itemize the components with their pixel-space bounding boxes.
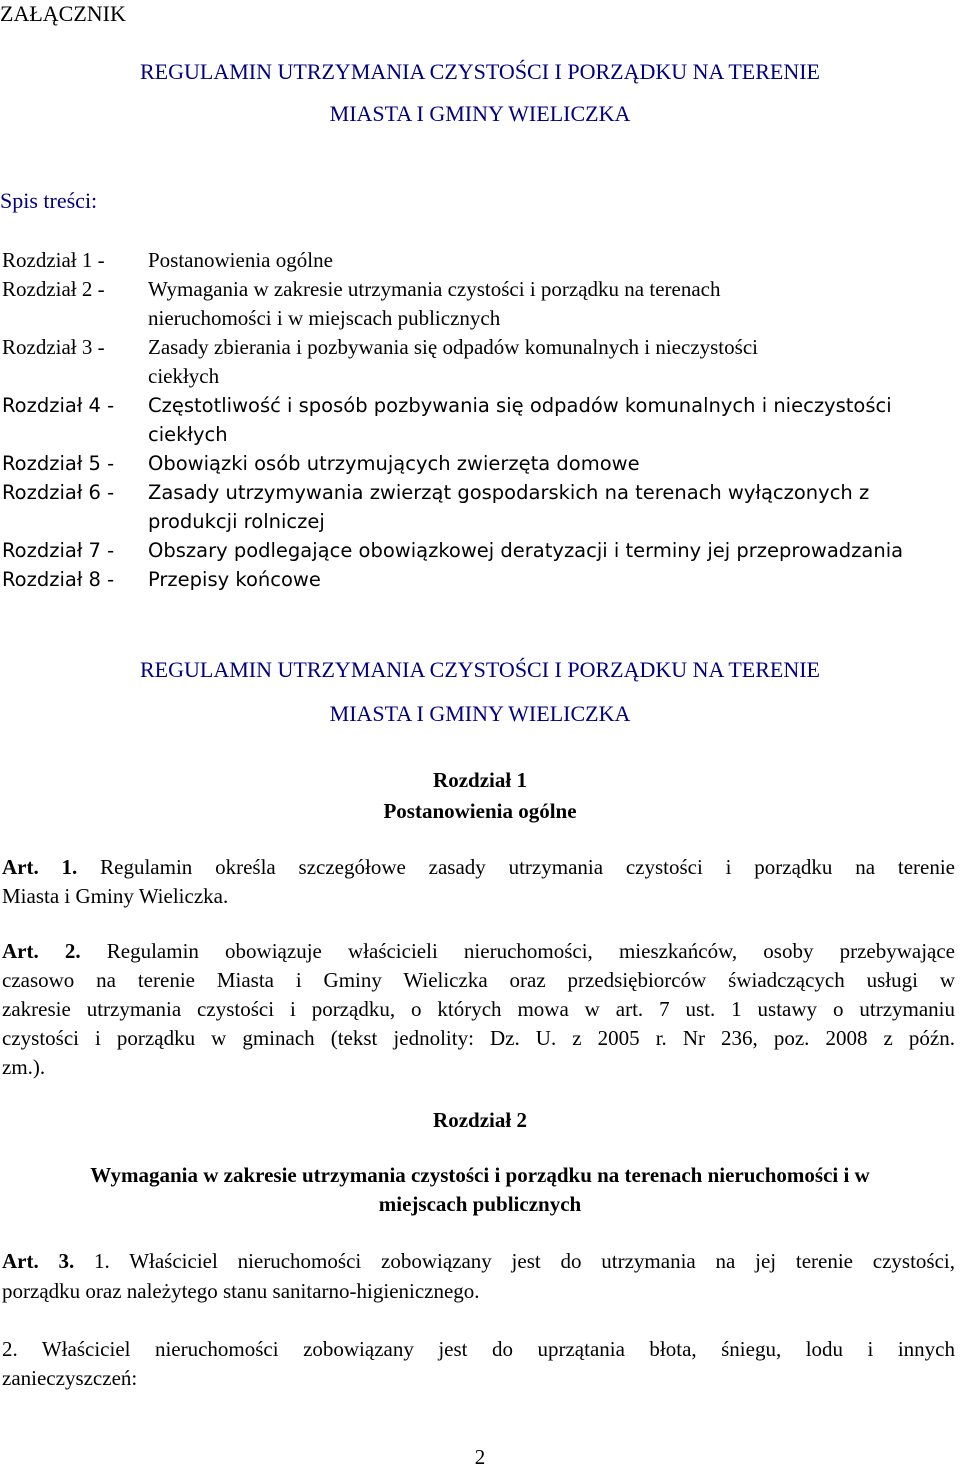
article-1-line2: Miasta i Gminy Wieliczka. [2,884,229,908]
article-2-line1: Art. 2. Regulamin obowiązuje właścicieli nieruchomości, mieszkańców, osoby przebywające [2,939,955,963]
page-number: 2 [474,1445,486,1469]
toc-entry-continued: produkcji rolniczej [148,510,325,533]
toc-label: Rozdział 6 - [2,481,115,504]
regulation-title-line1: REGULAMIN UTRZYMANIA CZYSTOŚCI I PORZĄDKU NA TERENIE [140,657,820,682]
toc-entry: Częstotliwość i sposób pozbywania się odpadów komunalnych i nieczystości [148,394,892,417]
toc-label: Rozdział 4 - [2,394,115,417]
article-3-label: Art. 3. [2,1249,75,1273]
chapter-1-title: Postanowienia ogólne [383,799,577,823]
article-1-label: Art. 1. [2,855,78,879]
article-1-line1: Art. 1. Regulamin określa szczegółowe zasady utrzymania czystości i porządku na terenie [2,855,956,879]
toc-entry: Zasady utrzymywania zwierząt gospodarskich na terenach wyłączonych z [148,481,870,504]
toc-label: Rozdział 7 - [2,539,115,562]
toc-entry-continued: nieruchomości i w miejscach publicznych [148,306,501,330]
article-3-para1-line1: Art. 3. 1. Właściciel nieruchomości zobowiązany jest do utrzymania na jej terenie czystości, [2,1249,956,1273]
attachment-label: ZAŁĄCZNIK [0,1,126,26]
toc-label: Rozdział 8 - [2,568,115,591]
chapter-2-title-line2: miejscach publicznych [378,1192,582,1216]
toc-heading: Spis treści: [0,188,98,213]
toc-entry-continued: ciekłych [148,364,220,388]
article-2-line2: czasowo na terenie Miasta i Gminy Wieliczka oraz przedsiębiorców świadczących usługi w [2,968,955,992]
toc-entry: Wymagania w zakresie utrzymania czystości i porządku na terenach [148,277,721,301]
toc-entry: Zasady zbierania i pozbywania się odpadów komunalnych i nieczystości [148,335,758,359]
article-3-para2-line1: 2. Właściciel nieruchomości zobowiązany jest do uprzątania błota, śniegu, lodu i innych [2,1337,955,1361]
article-3-para1-line2: porządku oraz należytego stanu sanitarno-higienicznego. [2,1279,480,1303]
article-2-line3: zakresie utrzymania czystości i porządku, o których mowa w art. 7 ust. 1 ustawy o utrzymaniu [2,997,955,1021]
toc-entry: Przepisy końcowe [148,568,321,591]
regulation-title-line2: MIASTA I GMINY WIELICZKA [329,701,631,726]
toc-label: Rozdział 1 - [2,248,105,272]
toc-entry: Obowiązki osób utrzymujących zwierzęta domowe [148,452,640,475]
toc-entry: Obszary podlegające obowiązkowej deratyzacji i terminy jej przeprowadzania [148,539,904,562]
toc-entry: Postanowienia ogólne [148,248,333,272]
toc-label: Rozdział 2 - [2,277,105,301]
article-2-line5: zm.). [2,1055,46,1079]
article-3-para2-line2: zanieczyszczeń: [2,1366,138,1390]
document-title-line1: REGULAMIN UTRZYMANIA CZYSTOŚCI I PORZĄDKU NA TERENIE [140,59,820,84]
chapter-2-number: Rozdział 2 [433,1108,527,1132]
toc-entry-continued: ciekłych [148,423,228,446]
toc-label: Rozdział 5 - [2,452,115,475]
chapter-1-number: Rozdział 1 [433,768,527,792]
article-2-label: Art. 2. [2,939,81,963]
chapter-2-title-line1: Wymagania w zakresie utrzymania czystości i porządku na terenach nieruchomości i w [90,1163,870,1187]
document-title-line2: MIASTA I GMINY WIELICZKA [329,101,631,126]
article-2-line4: czystości i porządku w gminach (tekst jednolity: Dz. U. z 2005 r. Nr 236, poz. 2008 z późn. [2,1026,955,1050]
toc-label: Rozdział 3 - [2,335,105,359]
